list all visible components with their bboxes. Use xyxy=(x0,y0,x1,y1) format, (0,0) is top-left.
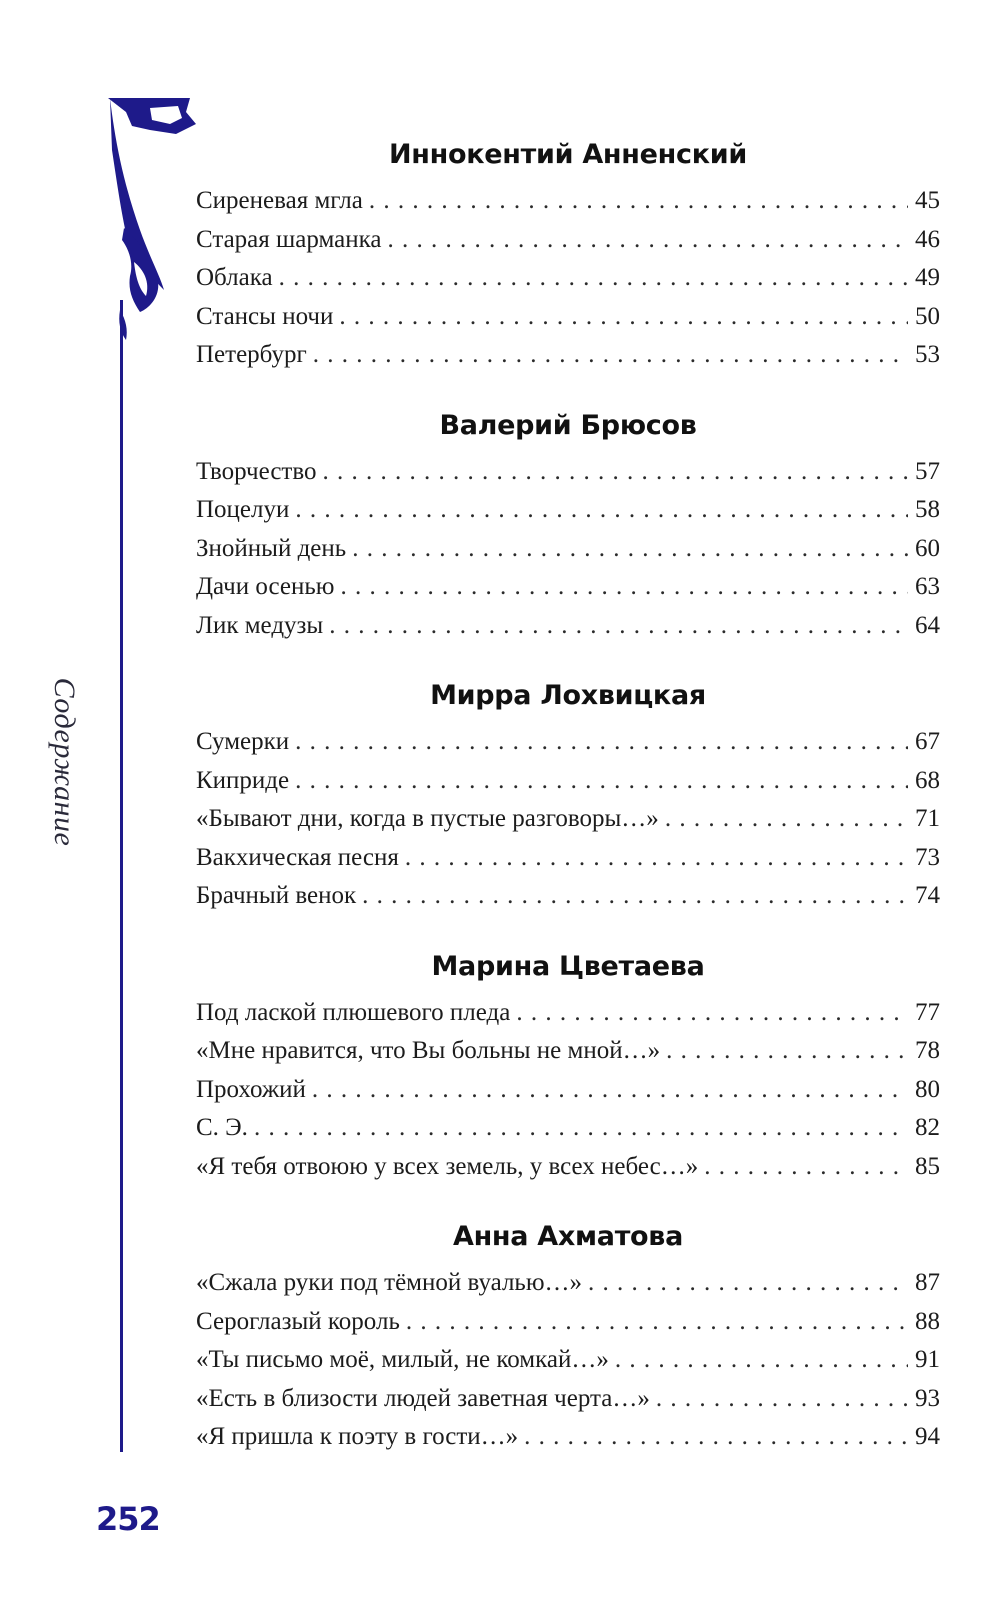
toc-entry[interactable] xyxy=(196,491,940,530)
entry-page: 49 xyxy=(915,264,940,291)
entry-title: Старая шарманка xyxy=(196,225,382,253)
toc-entry[interactable] xyxy=(196,1071,940,1110)
dot-leader xyxy=(312,1071,908,1110)
entry-page: 67 xyxy=(915,728,940,755)
dot-leader xyxy=(516,994,908,1033)
toc-entry[interactable] xyxy=(196,1109,940,1148)
toc-entry[interactable] xyxy=(196,1032,940,1071)
entry-title: Дачи осенью xyxy=(196,573,335,600)
toc-entry[interactable] xyxy=(196,877,940,916)
entry-title: Лик медузы xyxy=(196,611,324,639)
toc-entry[interactable] xyxy=(196,723,940,762)
toc-section xyxy=(196,132,940,375)
entry-title: «Я тебя отвоюю у всех земель, у всех небес…» xyxy=(196,1152,699,1180)
entry-page: 74 xyxy=(915,882,940,909)
entry-page: 87 xyxy=(915,1269,940,1296)
dot-leader xyxy=(588,1264,908,1303)
entry-title: Стансы ночи xyxy=(196,302,334,330)
dot-leader xyxy=(615,1341,908,1380)
toc-entry[interactable] xyxy=(196,994,940,1033)
toc-entry[interactable] xyxy=(196,1418,940,1457)
dot-leader xyxy=(352,530,908,569)
page-number: 252 xyxy=(96,1500,160,1538)
entry-page: 50 xyxy=(915,302,940,330)
toc-entry[interactable] xyxy=(196,839,940,878)
dot-leader xyxy=(339,298,908,337)
entry-page: 80 xyxy=(915,1075,940,1103)
dot-leader xyxy=(295,723,908,762)
entry-title: «Я пришла к поэту в гости…» xyxy=(196,1423,519,1450)
toc-section xyxy=(196,1214,940,1457)
entry-page: 88 xyxy=(915,1307,940,1335)
toc-entry[interactable] xyxy=(196,298,940,337)
dot-leader xyxy=(340,568,908,607)
toc-entry[interactable] xyxy=(196,1380,940,1419)
toc-entry[interactable] xyxy=(196,259,940,298)
entry-title: Сероглазый король xyxy=(196,1307,400,1335)
toc-entry[interactable] xyxy=(196,182,940,221)
entry-page: 57 xyxy=(915,457,940,485)
dot-leader xyxy=(313,336,908,375)
dot-leader xyxy=(254,1109,908,1148)
toc-entry[interactable] xyxy=(196,1148,940,1187)
entry-page: 64 xyxy=(915,611,940,639)
toc-entry[interactable] xyxy=(196,800,940,839)
toc-entry[interactable] xyxy=(196,453,940,492)
entry-title: Вакхическая песня xyxy=(196,843,399,871)
toc-section xyxy=(196,944,940,1187)
entry-page: 78 xyxy=(915,1037,940,1064)
dot-leader xyxy=(665,800,908,839)
author-heading: Мирра Лохвицкая xyxy=(430,680,706,711)
toc-entry[interactable] xyxy=(196,1341,940,1380)
entry-title: «Сжала руки под тёмной вуалью…» xyxy=(196,1269,582,1296)
entry-page: 91 xyxy=(915,1346,940,1373)
entry-title: Сиреневая мгла xyxy=(196,187,363,214)
dot-leader xyxy=(406,1303,908,1342)
dot-leader xyxy=(362,877,908,916)
entry-page: 94 xyxy=(915,1423,940,1450)
dot-leader xyxy=(704,1148,908,1187)
dot-leader xyxy=(666,1032,908,1071)
toc-entry[interactable] xyxy=(196,762,940,801)
entry-page: 46 xyxy=(915,225,940,253)
entry-title: «Мне нравится, что Вы больны не мной…» xyxy=(196,1037,661,1064)
toc-entry[interactable] xyxy=(196,568,940,607)
dot-leader xyxy=(279,259,908,298)
entry-page: 68 xyxy=(915,766,940,794)
dot-leader xyxy=(322,453,908,492)
entry-title: Петербург xyxy=(196,341,307,368)
dot-leader xyxy=(656,1380,908,1419)
toc-section xyxy=(196,673,940,916)
dot-leader xyxy=(295,491,908,530)
dot-leader xyxy=(524,1418,908,1457)
entry-page: 71 xyxy=(915,805,940,832)
entry-page: 93 xyxy=(915,1384,940,1412)
entry-title: «Бывают дни, когда в пустые разговоры…» xyxy=(196,805,659,832)
toc-entry[interactable] xyxy=(196,530,940,569)
entry-page: 60 xyxy=(915,534,940,562)
entry-title: «Ты письмо моё, милый, не комкай…» xyxy=(196,1346,609,1373)
entry-title: Под лаской плюшевого пледа xyxy=(196,998,511,1026)
entry-page: 73 xyxy=(915,843,940,871)
entry-title: «Есть в близости людей заветная черта…» xyxy=(196,1384,650,1412)
toc-entry[interactable] xyxy=(196,336,940,375)
entry-page: 82 xyxy=(915,1114,940,1141)
author-heading: Валерий Брюсов xyxy=(439,409,697,441)
table-of-contents xyxy=(196,132,940,1485)
toc-entry[interactable] xyxy=(196,221,940,260)
entry-title: Киприде xyxy=(196,766,290,794)
entry-page: 85 xyxy=(915,1152,940,1180)
author-heading: Анна Ахматова xyxy=(452,1221,684,1252)
entry-title: Прохожий xyxy=(196,1075,306,1103)
dot-leader xyxy=(405,839,908,878)
entry-page: 77 xyxy=(915,998,940,1026)
entry-title: Сумерки xyxy=(196,728,290,755)
entry-title: Облака xyxy=(196,264,273,291)
entry-page: 63 xyxy=(915,573,940,600)
dot-leader xyxy=(295,762,908,801)
side-title: Содержание xyxy=(48,677,81,847)
entry-title: С. Э. xyxy=(196,1114,248,1141)
author-heading: Марина Цветаева xyxy=(431,950,705,982)
entry-title: Знойный день xyxy=(196,534,347,562)
entry-page: 58 xyxy=(915,496,940,523)
dot-leader xyxy=(329,607,908,646)
entry-page: 45 xyxy=(915,187,940,214)
toc-section xyxy=(196,403,940,646)
entry-title: Поцелуи xyxy=(196,496,290,523)
dot-leader xyxy=(387,221,908,260)
toc-entry[interactable] xyxy=(196,1264,940,1303)
toc-entry[interactable] xyxy=(196,607,940,646)
toc-entry[interactable] xyxy=(196,1303,940,1342)
entry-page: 53 xyxy=(915,341,940,368)
author-heading: Иннокентий Анненский xyxy=(389,139,747,170)
entry-title: Творчество xyxy=(196,457,317,485)
entry-title: Брачный венок xyxy=(196,882,357,909)
dot-leader xyxy=(369,182,908,221)
